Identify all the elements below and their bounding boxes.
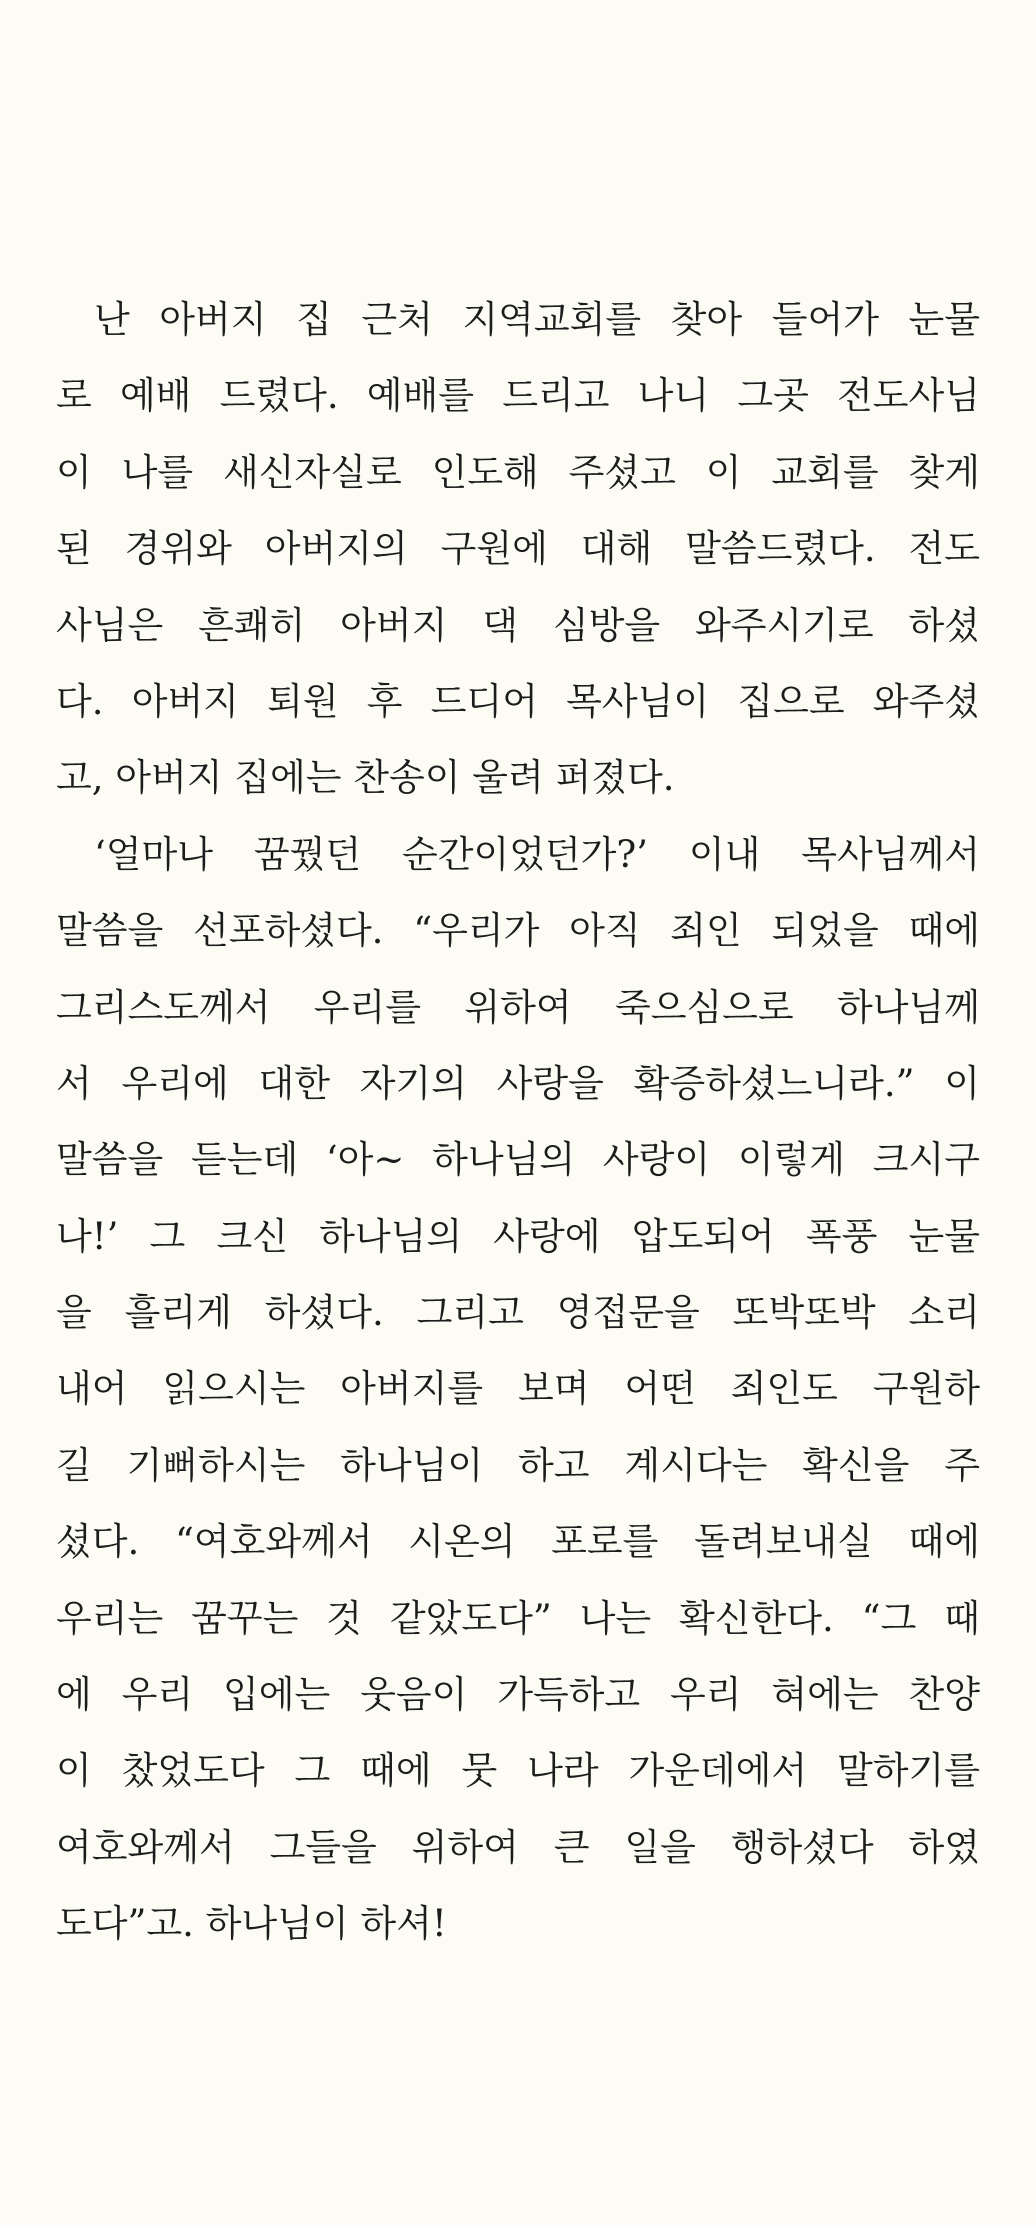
text-line: 도다”고. 하나님이 하셔! [56, 1902, 447, 1946]
text-line: 서 우리에 대한 자기의 사랑을 확증하셨느니라.” 이 [56, 1061, 980, 1105]
article-body [56, 282, 980, 1963]
text-line: 여호와께서 그들을 위하여 큰 일을 행하셨다 하였 [56, 1825, 980, 1869]
text-line: 이 찼었도다 그 때에 뭇 나라 가운데에서 말하기를 [56, 1749, 980, 1793]
paragraph-2 [56, 817, 980, 1963]
text-line: 말씀을 선포하셨다. “우리가 아직 죄인 되었을 때에 [56, 909, 980, 953]
text-line: 나!’ 그 크신 하나님의 사랑에 압도되어 폭풍 눈물 [56, 1214, 980, 1258]
text-line: 을 흘리게 하셨다. 그리고 영접문을 또박또박 소리 [56, 1291, 980, 1335]
text-line: 그리스도께서 우리를 위하여 죽으심으로 하나님께 [56, 985, 980, 1029]
text-line: 에 우리 입에는 웃음이 가득하고 우리 혀에는 찬양 [56, 1673, 980, 1717]
text-line: 이 나를 새신자실로 인도해 주셨고 이 교회를 찾게 [56, 450, 980, 494]
text-line: 길 기뻐하시는 하나님이 하고 계시다는 확신을 주 [56, 1443, 980, 1487]
paragraph-1 [56, 282, 980, 817]
text-line: 고, 아버지 집에는 찬송이 울려 퍼졌다. [56, 756, 675, 800]
text-line: 난 아버지 집 근처 지역교회를 찾아 들어가 눈물 [94, 298, 980, 341]
text-line: 로 예배 드렸다. 예배를 드리고 나니 그곳 전도사님 [56, 374, 980, 418]
text-line: 다. 아버지 퇴원 후 드디어 목사님이 집으로 와주셨 [56, 679, 980, 723]
text-line: 내어 읽으시는 아버지를 보며 어떤 죄인도 구원하 [56, 1367, 980, 1411]
text-line: 우리는 꿈꾸는 것 같았도다” 나는 확신한다. “그 때 [56, 1596, 980, 1640]
text-line: 말씀을 듣는데 ‘아~ 하나님의 사랑이 이렇게 크시구 [56, 1138, 980, 1182]
text-line: 된 경위와 아버지의 구원에 대해 말씀드렸다. 전도 [56, 527, 980, 571]
text-line: 사님은 흔쾌히 아버지 댁 심방을 와주시기로 하셨 [56, 603, 980, 647]
text-line: ‘얼마나 꿈꿨던 순간이었던가?’ 이내 목사님께서 [94, 832, 980, 876]
text-line: 셨다. “여호와께서 시온의 포로를 돌려보내실 때에 [56, 1520, 980, 1564]
